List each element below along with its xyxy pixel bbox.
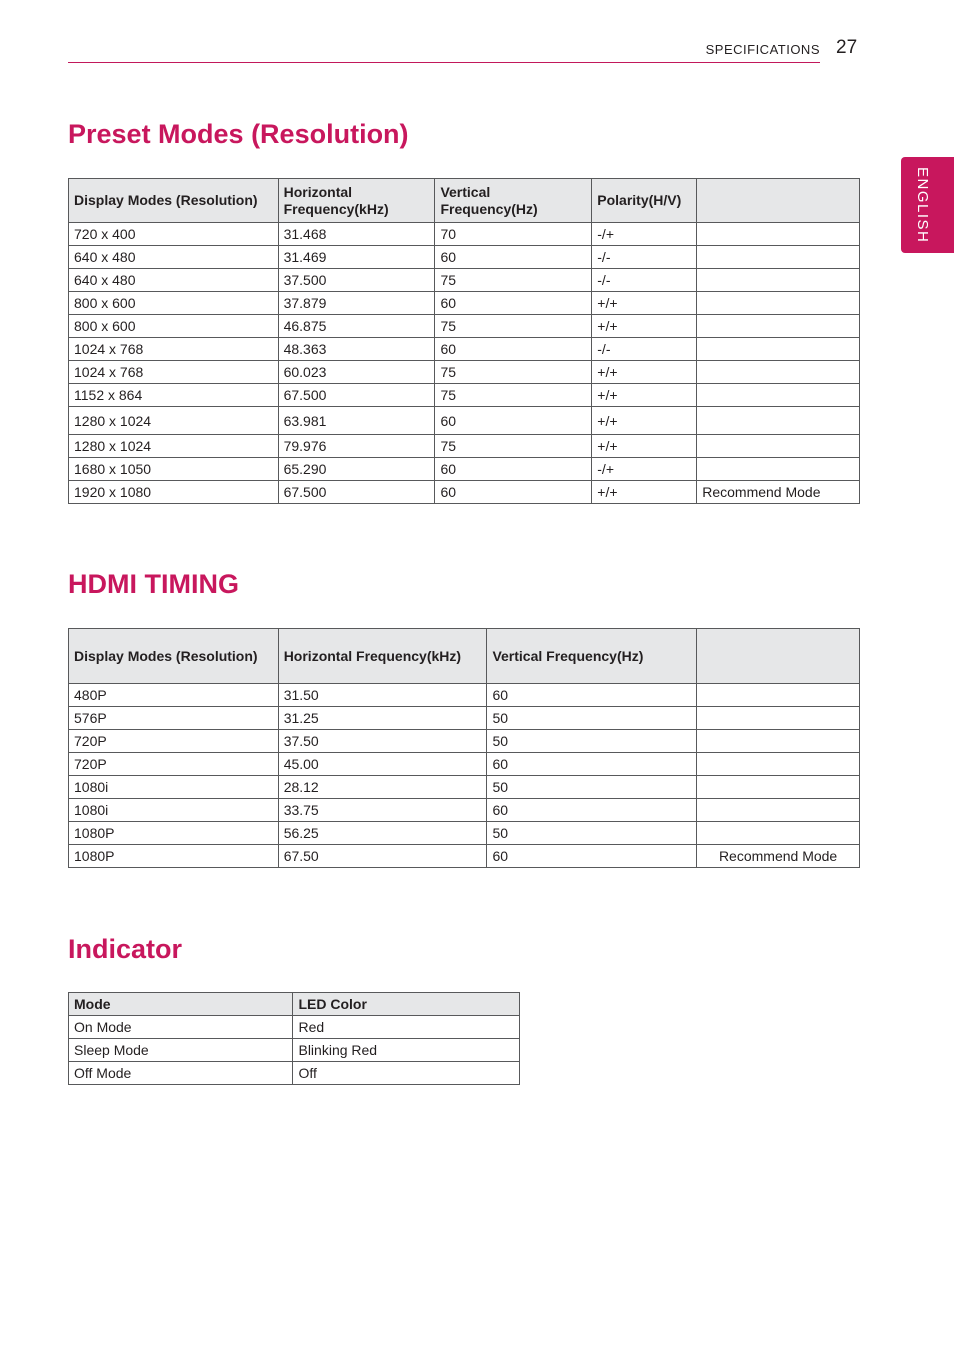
table-cell: +/+ <box>592 384 697 407</box>
table-cell: 31.469 <box>278 246 435 269</box>
table-cell: 65.290 <box>278 458 435 481</box>
column-header <box>697 629 860 684</box>
column-header: Horizontal Frequency(kHz) <box>278 179 435 223</box>
table-cell: 1080i <box>69 799 279 822</box>
table-row <box>69 1016 520 1039</box>
table-header-row <box>69 629 860 684</box>
table-cell <box>697 822 860 845</box>
table-cell: 640 x 480 <box>69 246 279 269</box>
table-row <box>69 776 860 799</box>
page-number: 27 <box>836 37 858 58</box>
table-cell: 37.879 <box>278 292 435 315</box>
table-cell: 800 x 600 <box>69 315 279 338</box>
table-cell: 60 <box>435 407 592 435</box>
column-header: Display Modes (Resolution) <box>69 179 279 223</box>
header-section-label: SPECIFICATIONS <box>705 42 820 57</box>
column-header <box>697 179 860 223</box>
table-row <box>69 435 860 458</box>
table-row <box>69 684 860 707</box>
hdmi-timing-table <box>68 628 860 868</box>
table-cell: On Mode <box>69 1016 293 1039</box>
table-cell: -/- <box>592 338 697 361</box>
table-cell <box>697 223 860 246</box>
header-rule <box>68 62 820 63</box>
preset-modes-table <box>68 178 860 504</box>
table-cell: 67.500 <box>278 481 435 504</box>
table-cell <box>697 684 860 707</box>
hdmi-timing-title: HDMI TIMING <box>68 569 239 599</box>
table-cell: 720P <box>69 753 279 776</box>
table-row <box>69 1039 520 1062</box>
table-cell: 50 <box>487 776 697 799</box>
table-cell <box>697 315 860 338</box>
table-row <box>69 799 860 822</box>
table-cell: 60 <box>435 292 592 315</box>
preset-modes-title: Preset Modes (Resolution) <box>68 119 409 149</box>
column-header: Vertical Frequency(Hz) <box>435 179 592 223</box>
table-cell: 50 <box>487 707 697 730</box>
table-row <box>69 730 860 753</box>
table-cell: 67.500 <box>278 384 435 407</box>
table-row <box>69 269 860 292</box>
table-cell <box>697 458 860 481</box>
table-cell: +/+ <box>592 292 697 315</box>
table-cell: 56.25 <box>278 822 487 845</box>
table-row <box>69 481 860 504</box>
table-cell: 33.75 <box>278 799 487 822</box>
table-cell: +/+ <box>592 315 697 338</box>
table-cell: 37.50 <box>278 730 487 753</box>
table-header-row <box>69 993 520 1016</box>
table-cell: 37.500 <box>278 269 435 292</box>
table-cell: 75 <box>435 435 592 458</box>
table-cell: +/+ <box>592 361 697 384</box>
indicator-table <box>68 992 520 1085</box>
table-header-row <box>69 179 860 223</box>
table-cell: 640 x 480 <box>69 269 279 292</box>
table-cell: 75 <box>435 384 592 407</box>
table-cell: 67.50 <box>278 845 487 868</box>
table-cell: Recommend Mode <box>697 481 860 504</box>
language-tab-label: ENGLISH <box>914 167 931 244</box>
table-cell: 28.12 <box>278 776 487 799</box>
table-cell: Blinking Red <box>293 1039 520 1062</box>
table-row <box>69 707 860 730</box>
table-cell: 31.50 <box>278 684 487 707</box>
table-cell: 1280 x 1024 <box>69 435 279 458</box>
table-cell <box>697 361 860 384</box>
table-cell: 1152 x 864 <box>69 384 279 407</box>
table-row <box>69 1062 520 1085</box>
column-header: Mode <box>69 993 293 1016</box>
table-cell <box>697 435 860 458</box>
indicator-title: Indicator <box>68 934 183 964</box>
table-cell: 75 <box>435 361 592 384</box>
table-cell: 60 <box>487 845 697 868</box>
table-cell <box>697 246 860 269</box>
table-cell <box>697 407 860 435</box>
column-header: Vertical Frequency(Hz) <box>487 629 697 684</box>
table-row <box>69 361 860 384</box>
table-cell: Red <box>293 1016 520 1039</box>
table-row <box>69 223 860 246</box>
table-cell: 720P <box>69 730 279 753</box>
table-cell: 45.00 <box>278 753 487 776</box>
table-row <box>69 407 860 435</box>
table-cell: 1080i <box>69 776 279 799</box>
column-header: Display Modes (Resolution) <box>69 629 279 684</box>
table-cell <box>697 384 860 407</box>
table-cell: +/+ <box>592 435 697 458</box>
column-header: LED Color <box>293 993 520 1016</box>
table-cell: 576P <box>69 707 279 730</box>
column-header: Polarity(H/V) <box>592 179 697 223</box>
table-cell: Recommend Mode <box>697 845 860 868</box>
table-row <box>69 753 860 776</box>
table-row <box>69 458 860 481</box>
table-cell: 60 <box>487 799 697 822</box>
table-cell: Off <box>293 1062 520 1085</box>
table-cell: 1680 x 1050 <box>69 458 279 481</box>
table-cell: Off Mode <box>69 1062 293 1085</box>
table-cell: 75 <box>435 269 592 292</box>
column-header: Horizontal Frequency(kHz) <box>278 629 487 684</box>
table-row <box>69 384 860 407</box>
table-row <box>69 338 860 361</box>
table-cell: 79.976 <box>278 435 435 458</box>
table-cell <box>697 776 860 799</box>
table-cell: 1280 x 1024 <box>69 407 279 435</box>
table-row <box>69 845 860 868</box>
table-cell: 1024 x 768 <box>69 361 279 384</box>
table-cell: 31.25 <box>278 707 487 730</box>
table-cell: 800 x 600 <box>69 292 279 315</box>
table-cell: 60 <box>435 338 592 361</box>
table-cell: 720 x 400 <box>69 223 279 246</box>
table-cell: 60 <box>487 684 697 707</box>
table-cell: -/- <box>592 269 697 292</box>
table-cell: -/+ <box>592 458 697 481</box>
table-cell: 50 <box>487 822 697 845</box>
table-cell: 60 <box>435 458 592 481</box>
table-cell <box>697 292 860 315</box>
table-cell: +/+ <box>592 481 697 504</box>
table-cell: 31.468 <box>278 223 435 246</box>
table-cell <box>697 338 860 361</box>
table-cell: 60 <box>435 246 592 269</box>
table-row <box>69 822 860 845</box>
table-row <box>69 246 860 269</box>
table-cell: 50 <box>487 730 697 753</box>
table-cell: +/+ <box>592 407 697 435</box>
table-row <box>69 292 860 315</box>
table-cell: 1024 x 768 <box>69 338 279 361</box>
table-cell <box>697 269 860 292</box>
table-cell: 46.875 <box>278 315 435 338</box>
table-cell: 1920 x 1080 <box>69 481 279 504</box>
table-cell <box>697 799 860 822</box>
table-cell: 60 <box>435 481 592 504</box>
table-cell: -/- <box>592 246 697 269</box>
table-cell: 63.981 <box>278 407 435 435</box>
table-row <box>69 315 860 338</box>
table-cell <box>697 730 860 753</box>
table-cell: 48.363 <box>278 338 435 361</box>
table-cell: Sleep Mode <box>69 1039 293 1062</box>
table-cell: 70 <box>435 223 592 246</box>
table-cell <box>697 753 860 776</box>
table-cell: 480P <box>69 684 279 707</box>
table-cell <box>697 707 860 730</box>
table-cell: -/+ <box>592 223 697 246</box>
table-cell: 1080P <box>69 845 279 868</box>
table-cell: 1080P <box>69 822 279 845</box>
table-cell: 60 <box>487 753 697 776</box>
table-cell: 75 <box>435 315 592 338</box>
table-cell: 60.023 <box>278 361 435 384</box>
